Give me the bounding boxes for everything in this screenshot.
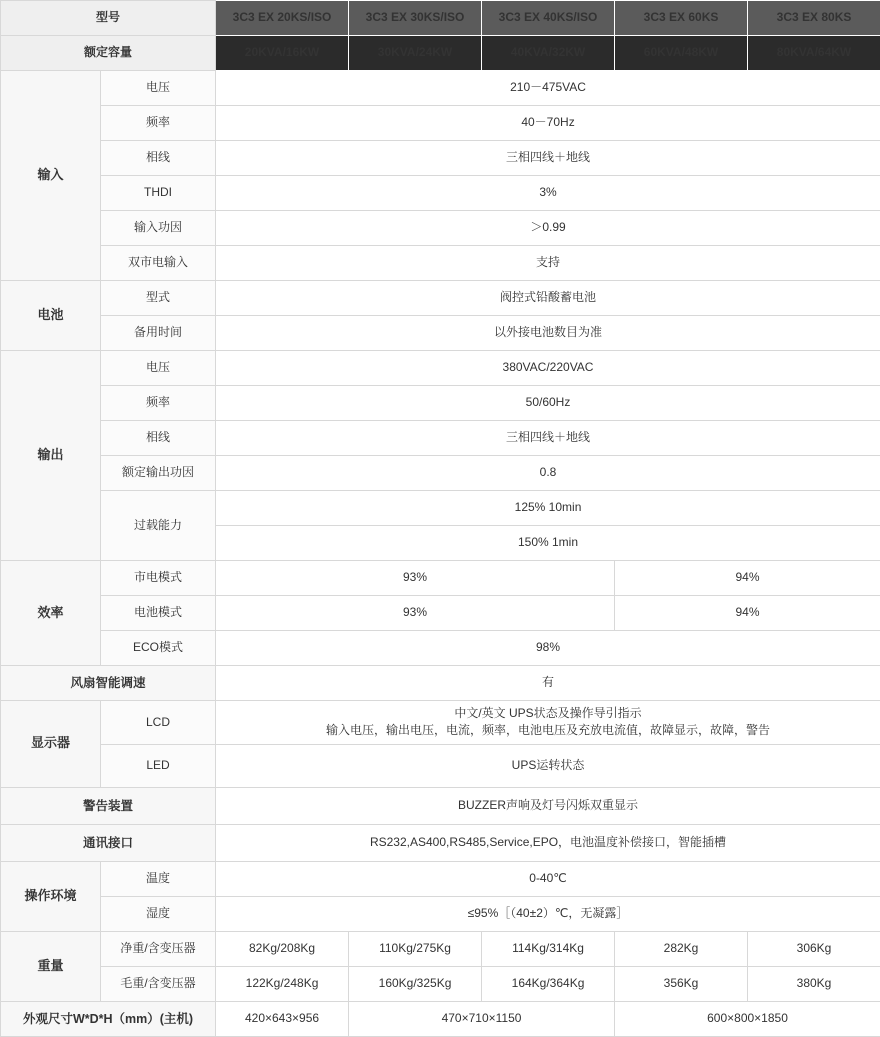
group-environment: 操作环境 <box>1 861 101 931</box>
row-value-gross-weight-4: 356Kg <box>615 966 748 1001</box>
table-row-humidity <box>1 896 880 931</box>
capacity-cell-4: 60KVA/48KW <box>615 36 748 71</box>
row-label-lcd: LCD <box>101 701 216 745</box>
table-row-dimensions <box>1 1001 880 1036</box>
capacity-label: 额定容量 <box>1 36 216 71</box>
row-label-alarm-device: 警告装置 <box>1 787 216 824</box>
row-value-humidity: ≤95%［（40±2）℃，无凝露］ <box>216 896 880 931</box>
row-label-dual-input: 双市电输入 <box>101 246 216 281</box>
lcd-line-2: 输入电压，输出电压，电流，频率，电池电压及充放电流值，故障显示，故障，警告 <box>219 722 877 739</box>
table-row-input-pf <box>1 211 880 246</box>
row-value-input-frequency: 40－70Hz <box>216 106 880 141</box>
row-value-input-phase: 三相四线＋地线 <box>216 141 880 176</box>
table-row-output-phase <box>1 421 880 456</box>
row-label-output-phase: 相线 <box>101 421 216 456</box>
row-value-dual-input: 支持 <box>216 246 880 281</box>
row-value-lcd <box>216 701 880 745</box>
row-value-battery-type: 阀控式铅酸蓄电池 <box>216 281 880 316</box>
row-label-utility-mode: 市电模式 <box>101 561 216 596</box>
table-row-input-thdi <box>1 176 880 211</box>
row-label-battery-backup: 备用时间 <box>101 316 216 351</box>
row-value-gross-weight-3: 164Kg/364Kg <box>482 966 615 1001</box>
table-row-model-header <box>1 1 880 36</box>
row-value-input-voltage: 210－475VAC <box>216 71 880 106</box>
table-row-input-voltage <box>1 71 880 106</box>
group-battery: 电池 <box>1 281 101 351</box>
row-label-fan-speed: 风扇智能调速 <box>1 666 216 701</box>
capacity-cell-1: 20KVA/16KW <box>216 36 349 71</box>
model-label: 型号 <box>1 1 216 36</box>
row-value-net-weight-2: 110Kg/275Kg <box>349 931 482 966</box>
table-row-input-phase <box>1 141 880 176</box>
group-weight: 重量 <box>1 931 101 1001</box>
row-value-dimensions-2: 470×710×1150 <box>349 1001 615 1036</box>
table-row-communication <box>1 824 880 861</box>
row-value-utility-mode-left: 93% <box>216 561 615 596</box>
table-row-efficiency-utility <box>1 561 880 596</box>
group-display: 显示器 <box>1 701 101 788</box>
row-value-input-thdi: 3% <box>216 176 880 211</box>
row-label-battery-mode: 电池模式 <box>101 596 216 631</box>
table-row-alarm <box>1 787 880 824</box>
table-row-output-frequency <box>1 386 880 421</box>
group-efficiency: 效率 <box>1 561 101 666</box>
row-value-dimensions-1: 420×643×956 <box>216 1001 349 1036</box>
table-row-led <box>1 744 880 787</box>
row-value-gross-weight-2: 160Kg/325Kg <box>349 966 482 1001</box>
row-value-battery-mode-left: 93% <box>216 596 615 631</box>
row-label-led: LED <box>101 744 216 787</box>
row-value-temperature: 0-40℃ <box>216 861 880 896</box>
row-value-gross-weight-5: 380Kg <box>748 966 880 1001</box>
capacity-cell-5: 80KVA/64KW <box>748 36 880 71</box>
row-value-output-frequency: 50/60Hz <box>216 386 880 421</box>
row-value-overload-125: 125% 10min <box>216 491 880 526</box>
row-label-battery-type: 型式 <box>101 281 216 316</box>
row-value-net-weight-4: 282Kg <box>615 931 748 966</box>
row-label-output-power-factor: 额定输出功因 <box>101 456 216 491</box>
row-value-battery-mode-right: 94% <box>615 596 880 631</box>
row-label-input-phase: 相线 <box>101 141 216 176</box>
table-row-gross-weight <box>1 966 880 1001</box>
row-value-net-weight-5: 306Kg <box>748 931 880 966</box>
table-row-efficiency-battery <box>1 596 880 631</box>
table-row-input-dual <box>1 246 880 281</box>
row-label-output-voltage: 电压 <box>101 351 216 386</box>
table-row-efficiency-eco <box>1 631 880 666</box>
row-label-net-weight: 净重/含变压器 <box>101 931 216 966</box>
row-label-humidity: 湿度 <box>101 896 216 931</box>
row-label-input-power-factor: 输入功因 <box>101 211 216 246</box>
row-label-input-frequency: 频率 <box>101 106 216 141</box>
table-row-overload-1 <box>1 491 880 526</box>
row-value-gross-weight-1: 122Kg/248Kg <box>216 966 349 1001</box>
table-row-fan <box>1 666 880 701</box>
table-row-output-voltage <box>1 351 880 386</box>
table-row-capacity-header <box>1 36 880 71</box>
row-value-output-phase: 三相四线＋地线 <box>216 421 880 456</box>
row-value-eco-mode: 98% <box>216 631 880 666</box>
model-cell-4: 3C3 EX 60KS <box>615 1 748 36</box>
table-row-lcd <box>1 701 880 745</box>
model-cell-1: 3C3 EX 20KS/ISO <box>216 1 349 36</box>
row-label-eco-mode: ECO模式 <box>101 631 216 666</box>
model-cell-3: 3C3 EX 40KS/ISO <box>482 1 615 36</box>
model-cell-5: 3C3 EX 80KS <box>748 1 880 36</box>
row-label-input-thdi: THDI <box>101 176 216 211</box>
row-label-input-voltage: 电压 <box>101 71 216 106</box>
row-label-temperature: 温度 <box>101 861 216 896</box>
row-label-output-frequency: 频率 <box>101 386 216 421</box>
row-label-gross-weight: 毛重/含变压器 <box>101 966 216 1001</box>
row-value-output-voltage: 380VAC/220VAC <box>216 351 880 386</box>
group-input: 输入 <box>1 71 101 281</box>
row-value-output-power-factor: 0.8 <box>216 456 880 491</box>
model-cell-2: 3C3 EX 30KS/ISO <box>349 1 482 36</box>
table-row-battery-type <box>1 281 880 316</box>
table-row-battery-backup <box>1 316 880 351</box>
row-value-dimensions-3: 600×800×1850 <box>615 1001 880 1036</box>
capacity-cell-3: 40KVA/32KW <box>482 36 615 71</box>
row-value-communication: RS232,AS400,RS485,Service,EPO，电池温度补偿接口，智能插槽 <box>216 824 880 861</box>
capacity-cell-2: 30KVA/24KW <box>349 36 482 71</box>
table-row-input-frequency <box>1 106 880 141</box>
table-row-net-weight <box>1 931 880 966</box>
row-label-communication: 通讯接口 <box>1 824 216 861</box>
row-value-alarm-device: BUZZER声响及灯号闪烁双重显示 <box>216 787 880 824</box>
row-label-dimensions: 外观尺寸W*D*H（mm）(主机) <box>1 1001 216 1036</box>
row-label-overload: 过载能力 <box>101 491 216 561</box>
row-value-overload-150: 150% 1min <box>216 526 880 561</box>
lcd-line-1: 中文/英文 UPS状态及操作导引指示 <box>219 705 877 722</box>
group-output: 输出 <box>1 351 101 561</box>
row-value-utility-mode-right: 94% <box>615 561 880 596</box>
row-value-input-power-factor: ＞0.99 <box>216 211 880 246</box>
row-value-led: UPS运转状态 <box>216 744 880 787</box>
row-value-fan-speed: 有 <box>216 666 880 701</box>
table-row-output-pf <box>1 456 880 491</box>
row-value-battery-backup: 以外接电池数目为准 <box>216 316 880 351</box>
table-row-temperature <box>1 861 880 896</box>
row-value-net-weight-1: 82Kg/208Kg <box>216 931 349 966</box>
row-value-net-weight-3: 114Kg/314Kg <box>482 931 615 966</box>
